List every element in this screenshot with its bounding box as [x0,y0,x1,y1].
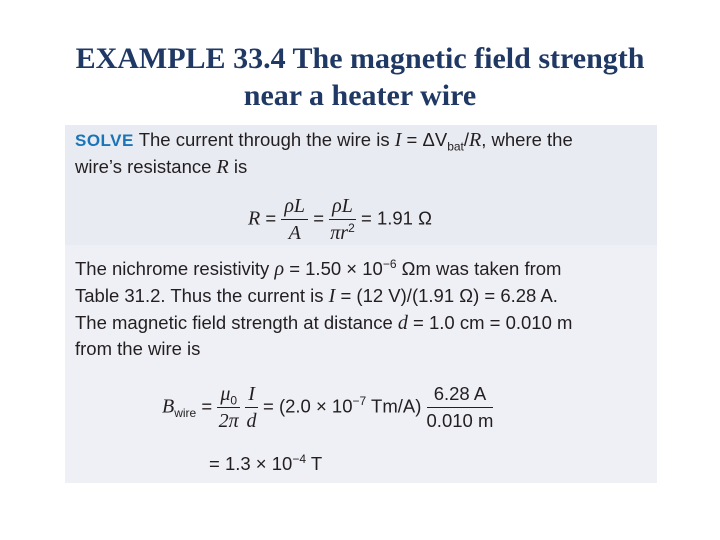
text-span: (2.0 × 10 [278,395,353,417]
text-span: wire’s resistance [75,156,212,177]
superscript: −4 [292,451,307,466]
var-I: I [328,285,336,307]
text-span: The current through the wire is [138,129,390,150]
equals-sign: = [313,207,324,229]
solve-line-2 [75,154,247,180]
denominator: 2π [218,410,239,432]
text-span: = 1.3 × 10 [209,453,293,474]
para-line-4 [75,336,200,362]
var-R: R [248,207,261,230]
numerator [217,381,240,408]
result: = 1.91 Ω [361,207,432,229]
para-line-1 [75,256,561,282]
fraction [329,193,356,246]
var-R: R [469,129,482,151]
numerator: I [245,381,258,408]
denominator: d [246,410,257,432]
text-span: Ωm was taken from [401,258,562,279]
text-span: Table 31.2. Thus the current is [75,285,324,306]
text-span: , where the [481,129,573,150]
fraction [217,381,240,434]
numerator: ρL [329,193,356,220]
var-R: R [216,156,229,178]
var-B: B [162,395,175,418]
equals-sign: = [263,395,274,417]
var-d: d [397,312,408,334]
text-span: The nichrome resistivity [75,258,270,279]
denominator [329,220,356,246]
denominator: 0.010 m [426,410,494,431]
equals-sign: = [265,207,277,229]
superscript: 2 [348,220,355,235]
slide-title-line2: near a heater wire [243,79,477,112]
numerator: 6.28 A [427,381,494,408]
text-span: / [463,129,470,150]
solution-panel [65,125,657,483]
denominator-text: πr [330,222,349,244]
text-span: from the wire is [75,338,201,359]
superscript: −6 [382,256,397,271]
field-result [209,453,322,475]
text-span: = 1.0 cm = 0.010 m [413,312,573,333]
text-span: The magnetic field strength at distance [75,312,393,333]
fraction [427,381,494,434]
denominator: A [288,222,301,244]
superscript: −7 [352,394,367,409]
fraction [245,381,258,434]
text-span: Tm/A) [371,395,422,417]
text-span: is [233,156,248,177]
equals-sign: = [201,395,213,417]
para-line-2 [75,283,558,309]
fraction [281,193,308,246]
solve-line-1 [75,127,573,154]
para-line-3 [75,310,572,336]
subscript: bat [447,139,464,154]
text-span: = (12 V)/(1.91 Ω) = 6.28 A. [340,285,558,306]
var-mu: μ [220,383,231,405]
slide-title [0,40,720,114]
var-rho: ρ [274,258,285,280]
var-I: I [394,129,402,151]
field-equation [162,381,493,434]
text-span: = 1.50 × 10 [289,258,383,279]
text-span: T [310,453,323,474]
numerator: ρL [281,193,308,220]
subscript: 0 [230,393,238,408]
slide-title-line1: EXAMPLE 33.4 The magnetic field strength [75,42,645,75]
subscript: wire [174,406,197,421]
resistance-equation [248,193,432,246]
solve-label: SOLVE [75,131,134,150]
text-span: = ΔV [406,129,448,150]
